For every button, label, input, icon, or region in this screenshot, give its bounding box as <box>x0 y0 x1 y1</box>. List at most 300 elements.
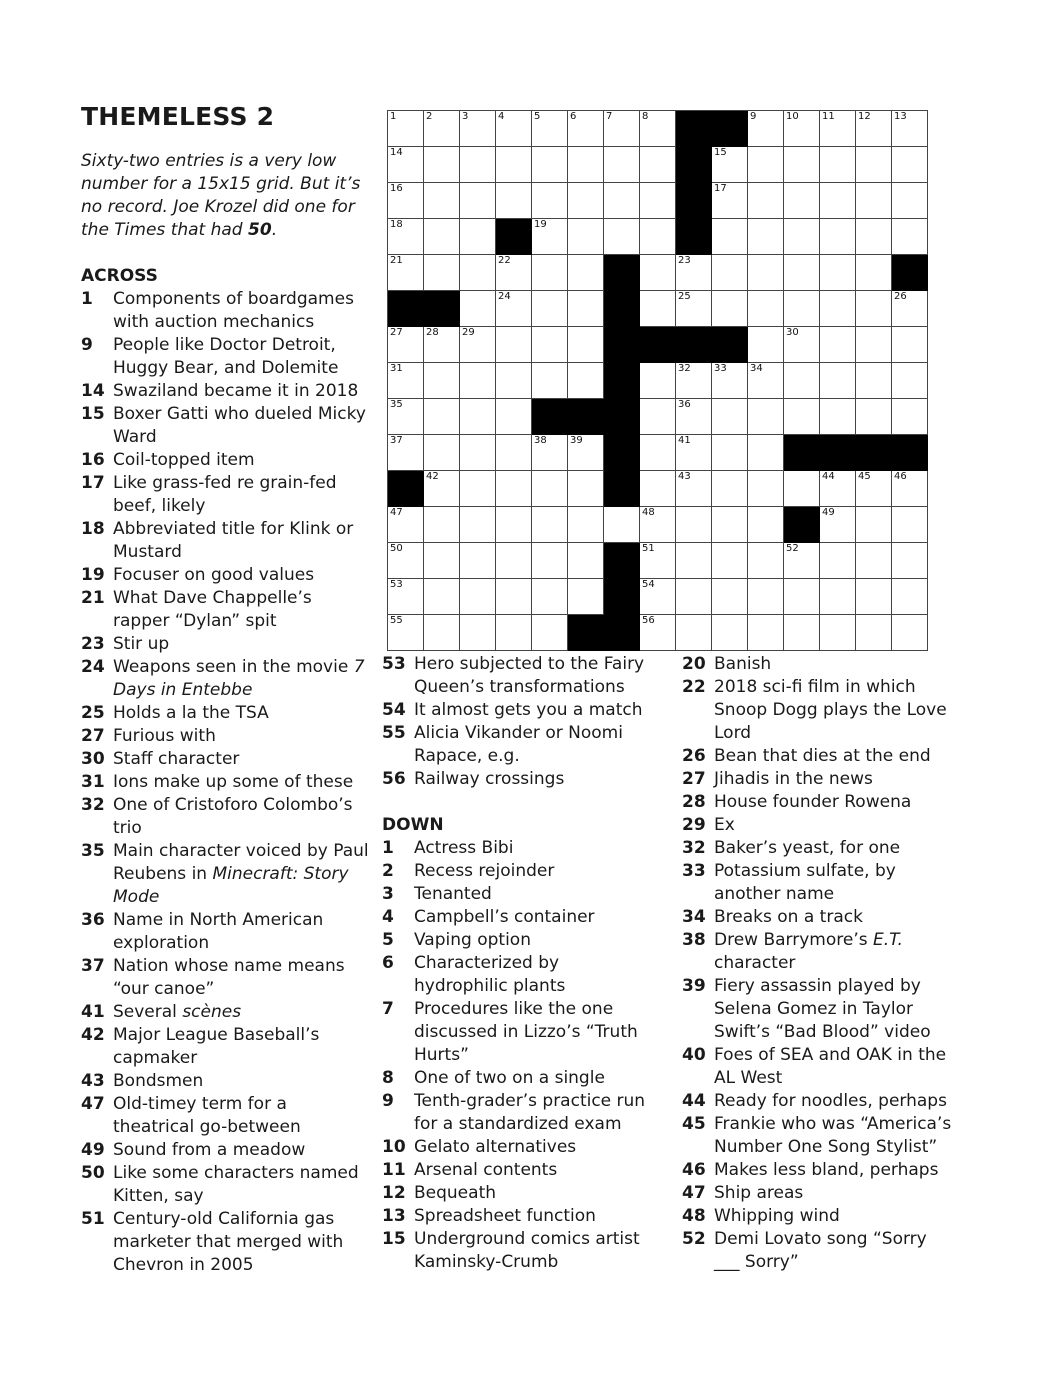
grid-cell[interactable] <box>460 507 496 543</box>
clue-number: 35 <box>81 841 105 861</box>
grid-cell[interactable] <box>388 255 424 291</box>
down-clue-26[interactable] <box>682 745 957 768</box>
grid-cell[interactable] <box>892 363 928 399</box>
clue-text-main: Components of boardgames with auction mechanics <box>113 289 354 332</box>
across-clue-23[interactable] <box>81 633 371 656</box>
grid-cell[interactable] <box>640 111 676 147</box>
grid-cell[interactable] <box>424 363 460 399</box>
grid-cell[interactable] <box>892 183 928 219</box>
grid-cell[interactable] <box>568 219 604 255</box>
grid-cell[interactable] <box>568 183 604 219</box>
grid-cell[interactable] <box>424 255 460 291</box>
across-clue-19[interactable] <box>81 564 371 587</box>
grid-cell[interactable] <box>460 219 496 255</box>
clue-text <box>714 1228 957 1274</box>
across-clue-42[interactable] <box>81 1024 371 1070</box>
clue-text-main: Baker’s yeast, for one <box>714 838 901 858</box>
across-clue-31[interactable] <box>81 771 371 794</box>
grid-cell[interactable] <box>568 291 604 327</box>
grid-cell[interactable] <box>856 219 892 255</box>
grid-cell[interactable] <box>388 147 424 183</box>
grid-cell[interactable] <box>712 435 748 471</box>
grid-cell[interactable] <box>496 111 532 147</box>
grid-cell[interactable] <box>460 147 496 183</box>
grid-cell[interactable] <box>676 399 712 435</box>
across-clue-30[interactable] <box>81 748 371 771</box>
grid-cell[interactable] <box>784 399 820 435</box>
grid-cell[interactable] <box>388 399 424 435</box>
grid-cell[interactable] <box>892 327 928 363</box>
across-clue-18[interactable] <box>81 518 371 564</box>
down-clue-20[interactable] <box>682 653 957 676</box>
grid-cell[interactable] <box>496 471 532 507</box>
across-clue-9[interactable] <box>81 334 371 380</box>
clue-number: 3 <box>382 884 394 904</box>
grid-cell[interactable] <box>496 255 532 291</box>
down-clue-52[interactable] <box>682 1228 957 1274</box>
grid-cell[interactable] <box>712 291 748 327</box>
grid-cell[interactable] <box>640 255 676 291</box>
grid-cell[interactable] <box>784 543 820 579</box>
grid-cell[interactable] <box>892 507 928 543</box>
grid-cell[interactable] <box>892 219 928 255</box>
grid-cell[interactable] <box>748 471 784 507</box>
across-clue-16[interactable] <box>81 449 371 472</box>
grid-cell[interactable] <box>748 435 784 471</box>
grid-cell[interactable] <box>820 471 856 507</box>
grid-cell[interactable] <box>532 219 568 255</box>
clue-number: 21 <box>81 588 105 608</box>
grid-cell[interactable] <box>532 183 568 219</box>
grid-cell[interactable] <box>856 291 892 327</box>
down-clue-4[interactable] <box>382 906 657 929</box>
grid-cell[interactable] <box>676 291 712 327</box>
grid-cell[interactable] <box>856 147 892 183</box>
down-clue-10[interactable] <box>382 1136 657 1159</box>
across-clue-37[interactable] <box>81 955 371 1001</box>
grid-cell[interactable] <box>568 327 604 363</box>
grid-cell[interactable] <box>748 111 784 147</box>
grid-cell[interactable] <box>388 111 424 147</box>
down-clue-45[interactable] <box>682 1113 957 1159</box>
across-clue-35[interactable] <box>81 840 371 909</box>
grid-cell[interactable] <box>424 327 460 363</box>
grid-cell[interactable] <box>856 363 892 399</box>
grid-cell[interactable] <box>748 579 784 615</box>
grid-cell[interactable] <box>640 363 676 399</box>
grid-cell[interactable] <box>856 507 892 543</box>
across-clue-15[interactable] <box>81 403 371 449</box>
grid-cell[interactable] <box>424 219 460 255</box>
grid-cell[interactable] <box>892 147 928 183</box>
grid-cell[interactable] <box>532 543 568 579</box>
grid-cell[interactable] <box>712 543 748 579</box>
down-clue-48[interactable] <box>682 1205 957 1228</box>
grid-cell[interactable] <box>388 363 424 399</box>
grid-cell[interactable] <box>496 399 532 435</box>
grid-cell[interactable] <box>892 291 928 327</box>
grid-cell[interactable] <box>640 291 676 327</box>
clue-text-main: 2018 sci-fi film in which Snoop Dogg plays the Love Lord <box>714 677 947 743</box>
across-clue-41[interactable] <box>81 1001 371 1024</box>
grid-cell[interactable] <box>856 471 892 507</box>
grid-cell[interactable] <box>568 363 604 399</box>
grid-cell[interactable] <box>892 399 928 435</box>
grid-cell[interactable] <box>676 363 712 399</box>
down-clue-33[interactable] <box>682 860 957 906</box>
grid-cell[interactable] <box>640 471 676 507</box>
grid-cell[interactable] <box>784 291 820 327</box>
grid-cell[interactable] <box>388 543 424 579</box>
grid-cell[interactable] <box>712 363 748 399</box>
grid-cell[interactable] <box>424 435 460 471</box>
clue-text <box>714 906 957 929</box>
grid-cell[interactable] <box>604 507 640 543</box>
grid-cell[interactable] <box>424 615 460 651</box>
down-clue-32[interactable] <box>682 837 957 860</box>
across-clue-54[interactable] <box>382 699 657 722</box>
grid-cell[interactable] <box>640 435 676 471</box>
across-clue-1[interactable] <box>81 288 371 334</box>
clue-text-main: Abbreviated title for Klink or Mustard <box>113 519 354 562</box>
grid-cell[interactable] <box>820 255 856 291</box>
grid-cell[interactable] <box>856 327 892 363</box>
clue-text <box>113 1208 371 1277</box>
grid-cell[interactable] <box>532 327 568 363</box>
grid-cell[interactable] <box>856 255 892 291</box>
clue-text-main: Frankie who was “America’s Number One Song Stylist” <box>714 1114 952 1157</box>
grid-cell[interactable] <box>640 147 676 183</box>
crossword-grid[interactable] <box>387 110 928 651</box>
grid-cell[interactable] <box>424 471 460 507</box>
clue-text-main: Makes less bland, perhaps <box>714 1160 939 1180</box>
grid-cell[interactable] <box>748 147 784 183</box>
grid-cell[interactable] <box>784 255 820 291</box>
grid-cell[interactable] <box>784 111 820 147</box>
grid-cell[interactable] <box>676 255 712 291</box>
down-clue-38[interactable] <box>682 929 957 975</box>
down-clue-2[interactable] <box>382 860 657 883</box>
grid-cell[interactable] <box>820 615 856 651</box>
down-clue-15[interactable] <box>382 1228 657 1274</box>
grid-cell[interactable] <box>820 363 856 399</box>
clue-text-main: Old-timey term for a theatrical go-between <box>113 1094 301 1137</box>
grid-cell[interactable] <box>784 147 820 183</box>
grid-cell[interactable] <box>532 579 568 615</box>
grid-cell[interactable] <box>784 579 820 615</box>
grid-cell[interactable] <box>460 291 496 327</box>
grid-cell[interactable] <box>820 579 856 615</box>
across-clue-36[interactable] <box>81 909 371 955</box>
grid-cell[interactable] <box>604 219 640 255</box>
grid-cell[interactable] <box>460 435 496 471</box>
across-clue-43[interactable] <box>81 1070 371 1093</box>
grid-cell[interactable] <box>496 579 532 615</box>
clue-number: 14 <box>81 381 105 401</box>
clue-text-main: Arsenal contents <box>414 1160 558 1180</box>
grid-cell[interactable] <box>568 579 604 615</box>
across-clue-14[interactable] <box>81 380 371 403</box>
across-clue-53[interactable] <box>382 653 657 699</box>
grid-block <box>388 471 424 507</box>
grid-cell[interactable] <box>496 183 532 219</box>
grid-cell[interactable] <box>712 507 748 543</box>
grid-cell[interactable] <box>532 363 568 399</box>
grid-block <box>604 327 640 363</box>
grid-cell[interactable] <box>748 183 784 219</box>
grid-cell[interactable] <box>856 579 892 615</box>
grid-cell[interactable] <box>496 543 532 579</box>
clue-text <box>714 975 957 1044</box>
grid-cell[interactable] <box>460 615 496 651</box>
grid-cell[interactable] <box>712 615 748 651</box>
down-clue-28[interactable] <box>682 791 957 814</box>
across-clue-27[interactable] <box>81 725 371 748</box>
across-clue-47[interactable] <box>81 1093 371 1139</box>
grid-cell[interactable] <box>640 543 676 579</box>
grid-cell[interactable] <box>748 543 784 579</box>
grid-cell-number: 44 <box>822 471 835 482</box>
grid-cell[interactable] <box>820 507 856 543</box>
grid-cell[interactable] <box>784 471 820 507</box>
clue-text-main: Stir up <box>113 634 170 654</box>
grid-cell[interactable] <box>820 291 856 327</box>
grid-cell[interactable] <box>748 327 784 363</box>
grid-cell[interactable] <box>640 219 676 255</box>
grid-cell[interactable] <box>460 327 496 363</box>
grid-cell[interactable] <box>748 219 784 255</box>
across-clue-21[interactable] <box>81 587 371 633</box>
grid-cell[interactable] <box>388 327 424 363</box>
clue-number: 34 <box>682 907 706 927</box>
down-clue-6[interactable] <box>382 952 657 998</box>
grid-cell[interactable] <box>424 399 460 435</box>
clue-number: 9 <box>81 335 93 355</box>
clue-text-main: Major League Baseball’s capmaker <box>113 1025 320 1068</box>
grid-cell[interactable] <box>856 399 892 435</box>
grid-cell[interactable] <box>388 435 424 471</box>
grid-cell[interactable] <box>892 615 928 651</box>
grid-cell[interactable] <box>892 579 928 615</box>
across-clue-17[interactable] <box>81 472 371 518</box>
grid-cell[interactable] <box>388 183 424 219</box>
clue-number: 28 <box>682 792 706 812</box>
down-clue-12[interactable] <box>382 1182 657 1205</box>
grid-cell[interactable] <box>424 507 460 543</box>
grid-cell[interactable] <box>568 111 604 147</box>
grid-cell[interactable] <box>496 147 532 183</box>
grid-cell[interactable] <box>496 435 532 471</box>
clue-text <box>414 952 657 998</box>
grid-cell[interactable] <box>820 543 856 579</box>
grid-cell[interactable] <box>748 507 784 543</box>
grid-cell-number: 23 <box>678 255 691 266</box>
grid-cell[interactable] <box>532 111 568 147</box>
grid-cell[interactable] <box>712 255 748 291</box>
grid-cell[interactable] <box>640 615 676 651</box>
grid-cell[interactable] <box>532 471 568 507</box>
down-clue-27[interactable] <box>682 768 957 791</box>
grid-cell[interactable] <box>856 183 892 219</box>
down-clue-46[interactable] <box>682 1159 957 1182</box>
grid-cell[interactable] <box>784 219 820 255</box>
down-clue-1[interactable] <box>382 837 657 860</box>
clue-number: 36 <box>81 910 105 930</box>
grid-cell[interactable] <box>748 363 784 399</box>
grid-cell[interactable] <box>676 543 712 579</box>
grid-cell[interactable] <box>784 363 820 399</box>
grid-cell[interactable] <box>460 111 496 147</box>
down-clue-39[interactable] <box>682 975 957 1044</box>
grid-cell[interactable] <box>712 399 748 435</box>
clue-text <box>113 288 371 334</box>
grid-cell[interactable] <box>784 615 820 651</box>
grid-cell[interactable] <box>856 543 892 579</box>
grid-cell[interactable] <box>640 399 676 435</box>
grid-cell[interactable] <box>568 435 604 471</box>
across-clue-25[interactable] <box>81 702 371 725</box>
grid-cell[interactable] <box>424 111 460 147</box>
grid-cell[interactable] <box>892 543 928 579</box>
clue-text-main: Actress Bibi <box>414 838 514 858</box>
grid-cell[interactable] <box>820 399 856 435</box>
clue-text <box>113 449 371 472</box>
grid-cell[interactable] <box>424 147 460 183</box>
grid-cell[interactable] <box>712 147 748 183</box>
grid-cell[interactable] <box>640 183 676 219</box>
clue-number: 12 <box>382 1183 406 1203</box>
grid-cell[interactable] <box>820 327 856 363</box>
grid-cell[interactable] <box>820 219 856 255</box>
grid-cell[interactable] <box>532 291 568 327</box>
across-clue-24[interactable] <box>81 656 371 702</box>
grid-cell[interactable] <box>496 507 532 543</box>
clue-number: 50 <box>81 1163 105 1183</box>
grid-cell-number: 10 <box>786 111 799 122</box>
grid-cell[interactable] <box>712 219 748 255</box>
grid-cell[interactable] <box>496 615 532 651</box>
grid-cell[interactable] <box>424 579 460 615</box>
grid-cell[interactable] <box>388 579 424 615</box>
clue-text <box>113 748 371 771</box>
grid-cell[interactable] <box>496 327 532 363</box>
grid-cell[interactable] <box>460 183 496 219</box>
grid-cell[interactable] <box>532 255 568 291</box>
grid-cell[interactable] <box>712 471 748 507</box>
clue-text-main: Like some characters named Kitten, say <box>113 1163 359 1206</box>
grid-cell[interactable] <box>388 219 424 255</box>
grid-cell[interactable] <box>748 255 784 291</box>
grid-cell[interactable] <box>640 507 676 543</box>
grid-cell[interactable] <box>748 399 784 435</box>
grid-cell[interactable] <box>676 579 712 615</box>
grid-cell[interactable] <box>748 615 784 651</box>
across-clue-49[interactable] <box>81 1139 371 1162</box>
across-clue-55[interactable] <box>382 722 657 768</box>
grid-cell[interactable] <box>532 435 568 471</box>
grid-cell[interactable] <box>424 183 460 219</box>
across-clue-50[interactable] <box>81 1162 371 1208</box>
grid-cell[interactable] <box>496 291 532 327</box>
grid-cell[interactable] <box>712 183 748 219</box>
clue-text <box>113 1139 371 1162</box>
grid-cell[interactable] <box>568 543 604 579</box>
down-clue-47[interactable] <box>682 1182 957 1205</box>
grid-cell[interactable] <box>712 579 748 615</box>
grid-cell[interactable] <box>568 147 604 183</box>
grid-cell[interactable] <box>604 147 640 183</box>
down-clue-44[interactable] <box>682 1090 957 1113</box>
down-clue-13[interactable] <box>382 1205 657 1228</box>
grid-cell[interactable] <box>424 543 460 579</box>
grid-cell[interactable] <box>388 615 424 651</box>
grid-cell[interactable] <box>532 147 568 183</box>
grid-block <box>604 471 640 507</box>
grid-cell[interactable] <box>856 111 892 147</box>
across-clue-32[interactable] <box>81 794 371 840</box>
down-clue-5[interactable] <box>382 929 657 952</box>
down-clue-7[interactable] <box>382 998 657 1067</box>
grid-cell[interactable] <box>460 255 496 291</box>
grid-cell[interactable] <box>460 579 496 615</box>
grid-cell[interactable] <box>532 615 568 651</box>
down-clue-29[interactable] <box>682 814 957 837</box>
grid-cell[interactable] <box>676 615 712 651</box>
down-clue-9[interactable] <box>382 1090 657 1136</box>
grid-cell[interactable] <box>460 363 496 399</box>
grid-cell[interactable] <box>604 183 640 219</box>
grid-cell[interactable] <box>568 471 604 507</box>
grid-cell[interactable] <box>640 579 676 615</box>
grid-cell-number: 35 <box>390 399 403 410</box>
grid-cell[interactable] <box>676 435 712 471</box>
across-clue-56[interactable] <box>382 768 657 791</box>
grid-cell[interactable] <box>820 183 856 219</box>
clue-text-main: House founder Rowena <box>714 792 912 812</box>
grid-cell[interactable] <box>820 111 856 147</box>
across-clue-51[interactable] <box>81 1208 371 1277</box>
grid-cell[interactable] <box>748 291 784 327</box>
grid-cell[interactable] <box>676 471 712 507</box>
grid-cell[interactable] <box>856 615 892 651</box>
clue-text <box>414 768 657 791</box>
grid-cell[interactable] <box>784 183 820 219</box>
down-clue-list <box>382 837 657 1274</box>
clue-text <box>113 1001 371 1024</box>
grid-cell[interactable] <box>892 471 928 507</box>
grid-cell[interactable] <box>388 507 424 543</box>
grid-cell[interactable] <box>820 147 856 183</box>
grid-cell[interactable] <box>676 507 712 543</box>
grid-cell[interactable] <box>460 471 496 507</box>
grid-cell[interactable] <box>568 255 604 291</box>
down-clue-40[interactable] <box>682 1044 957 1090</box>
grid-cell[interactable] <box>604 111 640 147</box>
grid-cell[interactable] <box>460 399 496 435</box>
grid-cell[interactable] <box>568 507 604 543</box>
grid-cell[interactable] <box>892 111 928 147</box>
clue-text <box>714 837 957 860</box>
down-clue-11[interactable] <box>382 1159 657 1182</box>
down-clue-34[interactable] <box>682 906 957 929</box>
grid-cell[interactable] <box>496 363 532 399</box>
down-clue-8[interactable] <box>382 1067 657 1090</box>
grid-cell[interactable] <box>460 543 496 579</box>
grid-cell[interactable] <box>784 327 820 363</box>
down-clue-3[interactable] <box>382 883 657 906</box>
down-clue-22[interactable] <box>682 676 957 745</box>
grid-cell[interactable] <box>532 507 568 543</box>
